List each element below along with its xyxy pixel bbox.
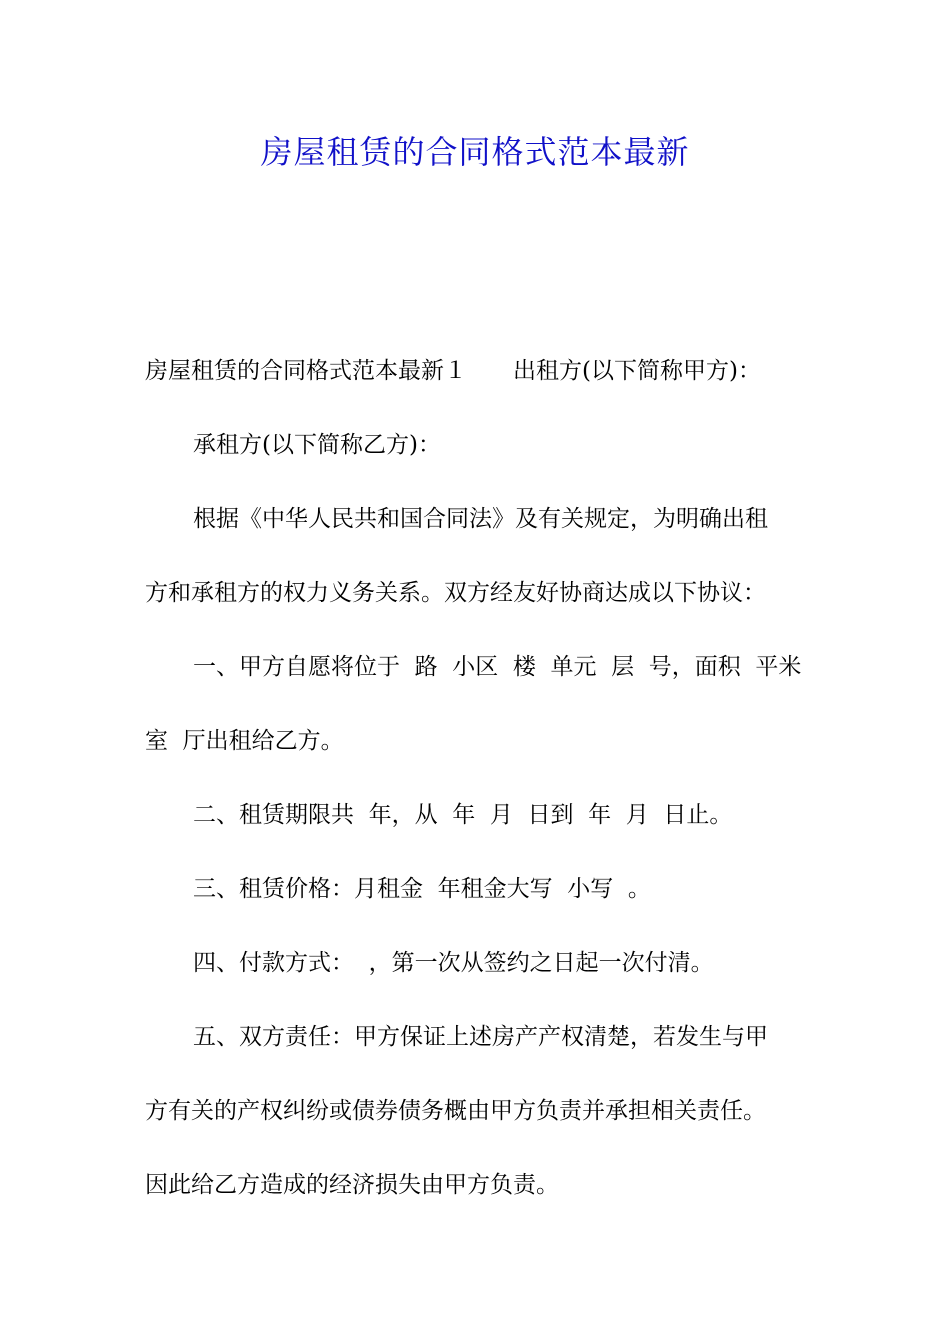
page-title: 房屋租赁的合同格式范本最新 [260,133,690,171]
paragraph-line: 方和承租方的权力义务关系。双方经友好协商达成以下协议： [145,580,766,606]
paragraph-line: 室 厅出租给乙方。 [145,728,344,754]
paragraph-line: 承租方(以下简称乙方)： [193,432,441,458]
paragraph-line: 二、租赁期限共 年，从 年 月 日到 年 月 日止。 [193,802,733,828]
paragraph-line: 因此给乙方造成的经济损失由甲方负责。 [145,1172,559,1198]
paragraph-line: 根据《中华人民共和国合同法》及有关规定，为明确出租 [193,506,768,532]
paragraph-line: 房屋租赁的合同格式范本最新１ 出租方(以下简称甲方)： [145,358,761,384]
paragraph-line: 四、付款方式： ，第一次从签约之日起一次付清。 [193,950,714,976]
paragraph-line: 五、双方责任：甲方保证上述房产产权清楚，若发生与甲 [193,1024,768,1050]
contract-body [145,334,805,1222]
paragraph-line: 方有关的产权纠纷或债券债务概由甲方负责并承担相关责任。 [145,1098,766,1124]
paragraph-line: 三、租赁价格：月租金 年租金大写 小写 。 [193,876,651,902]
paragraph-line: 一、甲方自愿将位于 路 小区 楼 单元 层 号，面积 平米 [193,654,802,680]
